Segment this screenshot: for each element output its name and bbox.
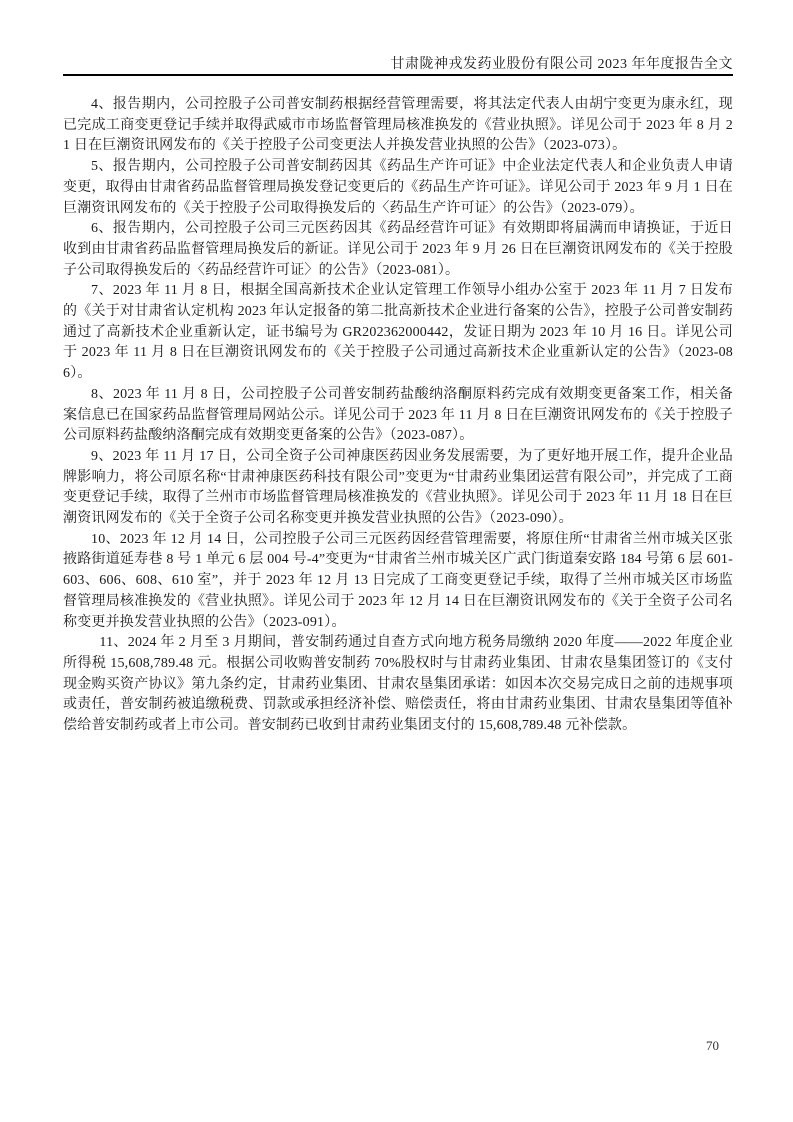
header-divider-line bbox=[63, 74, 733, 76]
page-number: 70 bbox=[706, 1038, 719, 1053]
report-header-title: 甘肃陇神戎发药业股份有限公司 2023 年年度报告全文 bbox=[390, 57, 733, 72]
paragraph-item-10: 10、2023 年 12 月 14 日，公司控股子公司三元医药因经营管理需要，将原住所“甘肃省兰州市城关区张掖路街道延寿巷 8 号 1 单元 6 层 004 号-4”变更为“甘肃省兰州市城关区广武门街道秦安路 184 号第 6 层 601-603、606、608、610 室”，并于 2023 年 12 月 13 日完成了工商变更登记手续，取得了兰州市城关区市场监督管理局核准换发的《营业执照》。详见公司于 2023 年 12 月 14 日在巨潮资讯网发布的《关于全资子公司名称变更并换发营业执照的公告》（2023-091）。 bbox=[63, 531, 733, 630]
paragraph-item-7: 7、2023 年 11 月 8 日，根据全国高新技术企业认定管理工作领导小组办公室于 2023 年 11 月 7 日发布的《关于对甘肃省认定机构 2023 年认定报备的第二批高新技术企业进行备案的公告》，控股子公司普安制药通过了高新技术企业重新认定，证书编号为 GR202362000442，发证日期为 2023 年 10 月 16 日。详见公司于 2023 年 11 月 8 日在巨潮资讯网发布的《关于控股子公司通过高新技术企业重新认定的公告》（2023-086）。 bbox=[63, 283, 733, 382]
paragraph-item-6: 6、报告期内，公司控股子公司三元医药因其《药品经营许可证》有效期即将届满而申请换证，于近日收到由甘肃省药品监督管理局换发后的新证。详见公司于 2023 年 9 月 26 日在巨潮资讯网发布的《关于控股子公司取得换发后的〈药品经营许可证〉的公告》（2023-081）。 bbox=[63, 221, 733, 278]
paragraph-item-9: 9、2023 年 11 月 17 日，公司全资子公司神康医药因业务发展需要，为了更好地开展工作，提升企业品牌影响力，将公司原名称“甘肃神康医药科技有限公司”变更为“甘肃药业集团运营有限公司”，并完成了工商变更登记手续，取得了兰州市市场监督管理局核准换发的《营业执照》。详见公司于 2023 年 11 月 18 日在巨潮资讯网发布的《关于全资子公司名称变更并换发营业执照的公告》（2023-090）。 bbox=[63, 448, 733, 527]
paragraph-item-11: 11、2024 年 2 月至 3 月期间，普安制药通过自查方式向地方税务局缴纳 2020 年度——2022 年度企业所得税 15,608,789.48 元。根据公司收购普安制药 70%股权时与甘肃药业集团、甘肃农垦集团签订的《支付现金购买资产协议》第九条约定，甘肃药业集团、甘肃农垦集团承诺：如因本次交易完成日之前的违规事项或责任，普安制药被追缴税费、罚款或承担经济补偿、赔偿责任，将由甘肃药业集团、甘肃农垦集团等值补偿给普安制药或者上市公司。普安制药已收到甘肃药业集团支付的 15,608,789.48 元补偿款。 bbox=[63, 635, 733, 734]
paragraph-item-5: 5、报告期内，公司控股子公司普安制药因其《药品生产许可证》中企业法定代表人和企业负责人申请变更，取得由甘肃省药品监督管理局换发登记变更后的《药品生产许可证》。详见公司于 2023 年 9 月 1 日在巨潮资讯网发布的《关于控股子公司取得换发后的〈药品生产许可证〉的公告》（2023-079）。 bbox=[63, 159, 733, 216]
paragraph-item-8: 8、2023 年 11 月 8 日，公司控股子公司普安制药盐酸纳洛酮原料药完成有效期变更备案工作，相关备案信息已在国家药品监督管理局网站公示。详见公司于 2023 年 11 月 8 日在巨潮资讯网发布的《关于控股子公司原料药盐酸纳洛酮完成有效期变更备案的公告》（2023-087）。 bbox=[63, 386, 733, 444]
paragraph-item-4: 4、报告期内，公司控股子公司普安制药根据经营管理需要，将其法定代表人由胡宁变更为康永红，现已完成工商变更登记手续并取得武威市市场监督管理局核准换发的《营业执照》。详见公司于 2023 年 8 月 21 日在巨潮资讯网发布的《关于控股子公司变更法人并换发营业执照的公告》（2023-073）。 bbox=[63, 97, 733, 154]
report-body bbox=[63, 95, 733, 737]
